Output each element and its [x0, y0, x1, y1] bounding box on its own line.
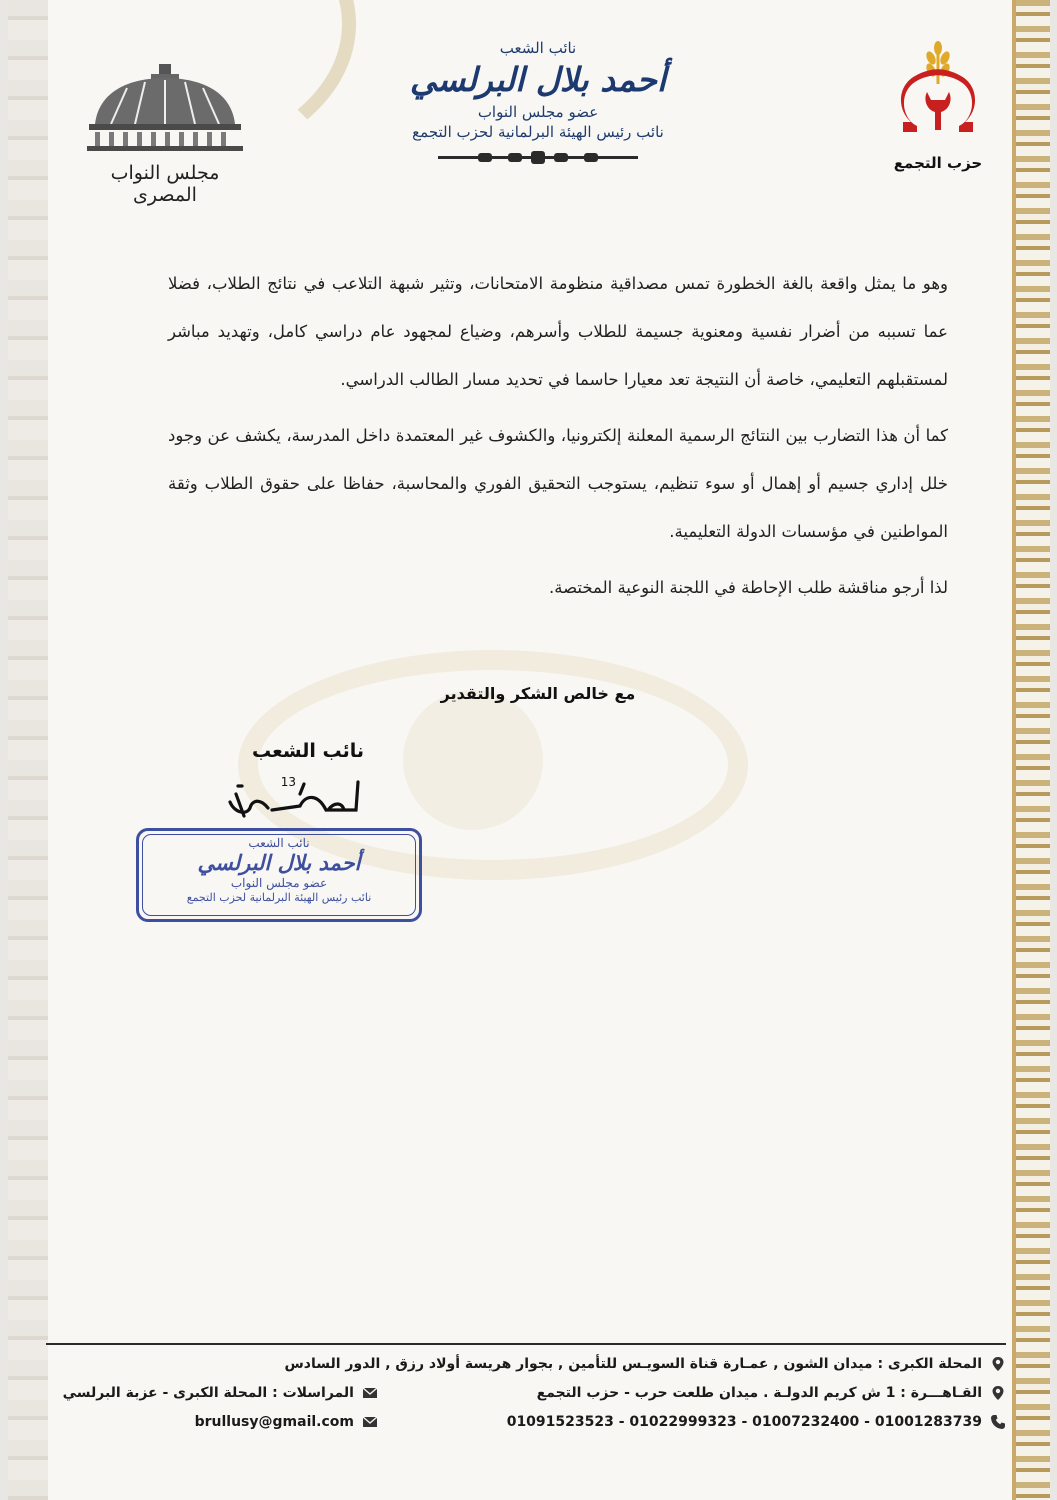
stamp-line-4: نائب رئيس الهيئة البرلمانية لحزب التجمع: [186, 891, 372, 904]
envelope-icon: [362, 1414, 378, 1430]
footer-row-phones: [507, 1414, 1006, 1430]
right-decorative-border: [1016, 0, 1050, 1500]
svg-text:13: 13: [280, 775, 296, 789]
footer-row-email: [195, 1414, 378, 1430]
position-title: نائب رئيس الهيئة البرلمانية لحزب التجمع: [412, 123, 664, 141]
closing-line: مع خالص الشكر والتقدير: [440, 684, 636, 703]
footer-correspondence: المراسلات : المحلة الكبرى - عزبة البرلسي: [62, 1385, 354, 1401]
deputy-title: نائب الشعب: [499, 39, 577, 57]
footer-row-cairo: [537, 1385, 1006, 1401]
party-logo: [883, 40, 993, 172]
footer-email[interactable]: brullusy@gmail.com: [194, 1414, 354, 1430]
stamp-line-2: أحمد بلال البرلسي: [197, 850, 361, 875]
deputy-header: [408, 38, 668, 170]
letter-page: [8, 0, 1050, 1500]
eye-watermark-pupil: [403, 690, 543, 830]
body-paragraph-3: لذا أرجو مناقشة طلب الإحاطة في اللجنة النوعية المختصة.: [549, 578, 948, 597]
party-emblem-icon: [893, 40, 983, 150]
deputy-name: أحمد بلال البرلسي: [409, 60, 667, 99]
official-stamp: [136, 828, 422, 922]
footer-phones: 01091523523 - 01022999323 - 01007232400 - 01001283739: [506, 1414, 982, 1430]
footer-address-cairo: القـاهـــرة : 1 ش كريم الدولـة . ميدان طلعت حرب - حزب التجمع: [536, 1385, 982, 1401]
stamp-line-1: نائب الشعب: [248, 836, 310, 850]
handwritten-signature: [208, 772, 378, 826]
signature-title: نائب الشعب: [252, 740, 364, 762]
phone-icon: [990, 1414, 1006, 1430]
member-title: عضو مجلس النواب: [477, 103, 599, 121]
letter-footer: [8, 1352, 1050, 1452]
header-ornament-icon: [408, 150, 668, 170]
parliament-logo: [80, 62, 250, 206]
body-paragraph-2: كما أن هذا التضارب بين النتائج الرسمية المعلنة إلكترونيا، والكشوف غير المعتمدة داخل المدرسة، يكشف عن وجود خلل إداري جسيم أو إهمال أو سوء تنظيم، يستوجب التحقيق الفوري والمحاسبة، حفاظا على حقوق الطلاب وثقة المواطنين في مؤسسات الدولة التعليمية.: [168, 426, 948, 541]
stamp-inner-border: [142, 834, 416, 916]
footer-address-mahalla: المحلة الكبرى : ميدان الشون , عمـارة قناة السويـس للتأمين , بجوار هريسة أولاد رزق , الدور السادس: [284, 1356, 982, 1372]
location-pin-icon: [990, 1385, 1006, 1401]
party-logo-caption: حزب التجمع: [893, 154, 983, 172]
envelope-icon: [362, 1385, 378, 1401]
footer-divider: [46, 1343, 1006, 1345]
location-pin-icon: [990, 1356, 1006, 1372]
letter-body: [168, 260, 948, 616]
footer-row-mahalla: [284, 1356, 1006, 1372]
left-decorative-border: [8, 0, 48, 1500]
parliament-logo-caption: مجلس النواب المصرى: [110, 162, 220, 206]
body-paragraph-1: وهو ما يمثل واقعة بالغة الخطورة تمس مصداقية منظومة الامتحانات، وتثير شبهة التلاعب في نتائج الطلاب، فضلا عما تسببه من أضرار نفسية ومعنوية جسيمة للطلاب وأسرهم، وضياع لمجهود عام دراسي كامل، وتهديد مباشر لمستقبلهم التعليمي، خاصة أن النتيجة تعد معيارا حاسما في تحديد مسار الطالب الدراسي.: [168, 274, 948, 389]
stamp-line-3: عضو مجلس النواب: [230, 876, 328, 890]
parliament-dome-icon: [85, 62, 245, 152]
footer-row-correspondence: [63, 1385, 378, 1401]
